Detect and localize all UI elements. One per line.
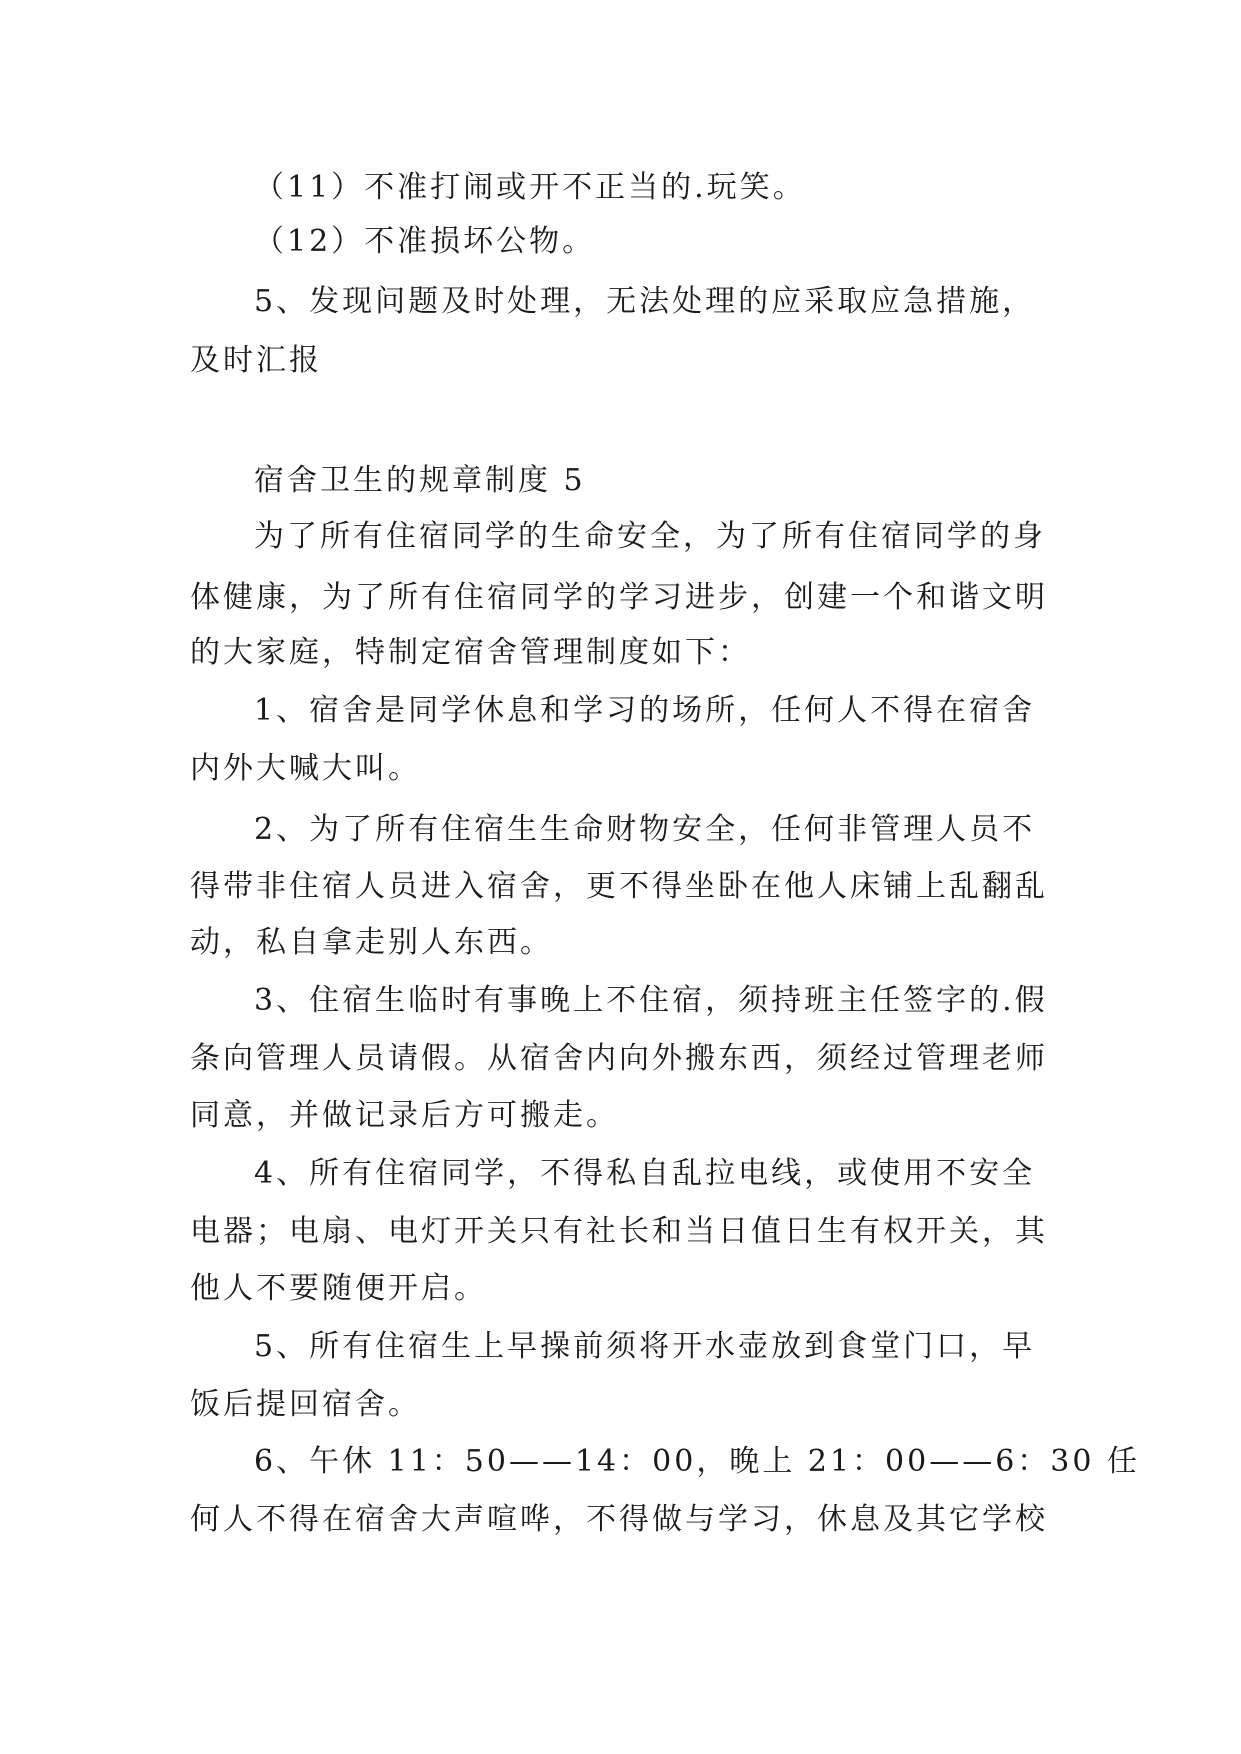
text-line: 5、发现问题及时处理，无法处理的应采取应急措施， — [254, 284, 1036, 319]
text-line: 同意，并做记录后方可搬走。 — [190, 1098, 619, 1133]
text-line: 2、为了所有住宿生生命财物安全，任何非管理人员不 — [254, 812, 1036, 847]
text-line: 他人不要随便开启。 — [190, 1271, 487, 1306]
text-line: 何人不得在宿舍大声喧哗，不得做与学习，休息及其它学校 — [190, 1502, 1048, 1537]
text-line: （12）不准损坏公物。 — [254, 224, 596, 259]
text-line: 条向管理人员请假。从宿舍内向外搬东西，须经过管理老师 — [190, 1041, 1048, 1076]
text-line: 得带非住宿人员进入宿舍，更不得坐卧在他人床铺上乱翻乱 — [190, 869, 1048, 904]
text-line: 饭后提回宿舍。 — [190, 1387, 421, 1422]
text-line: 为了所有住宿同学的生命安全，为了所有住宿同学的身 — [254, 519, 1046, 554]
text-line: 5、所有住宿生上早操前须将开水壶放到食堂门口，早 — [254, 1329, 1036, 1364]
text-line: 1、宿舍是同学休息和学习的场所，任何人不得在宿舍 — [254, 693, 1036, 728]
section-heading: 宿舍卫生的规章制度 5 — [254, 463, 586, 498]
text-line: 体健康，为了所有住宿同学的学习进步，创建一个和谐文明 — [190, 580, 1048, 615]
text-line: 6、午休 11：50——14：00，晚上 21：00——6：30 任 — [254, 1444, 1140, 1479]
text-line: 的大家庭，特制定宿舍管理制度如下： — [190, 635, 751, 670]
text-line: （11）不准打闹或开不正当的.玩笑。 — [254, 170, 806, 205]
text-line: 电器；电扇、电灯开关只有社长和当日值日生有权开关，其 — [190, 1214, 1048, 1249]
text-line: 内外大喊大叫。 — [190, 751, 421, 786]
text-line: 动，私自拿走别人东西。 — [190, 925, 553, 960]
text-line: 及时汇报 — [190, 343, 322, 378]
text-line: 4、所有住宿同学，不得私自乱拉电线，或使用不安全 — [254, 1156, 1036, 1191]
text-line: 3、住宿生临时有事晚上不住宿，须持班主任签字的.假 — [254, 983, 1048, 1018]
